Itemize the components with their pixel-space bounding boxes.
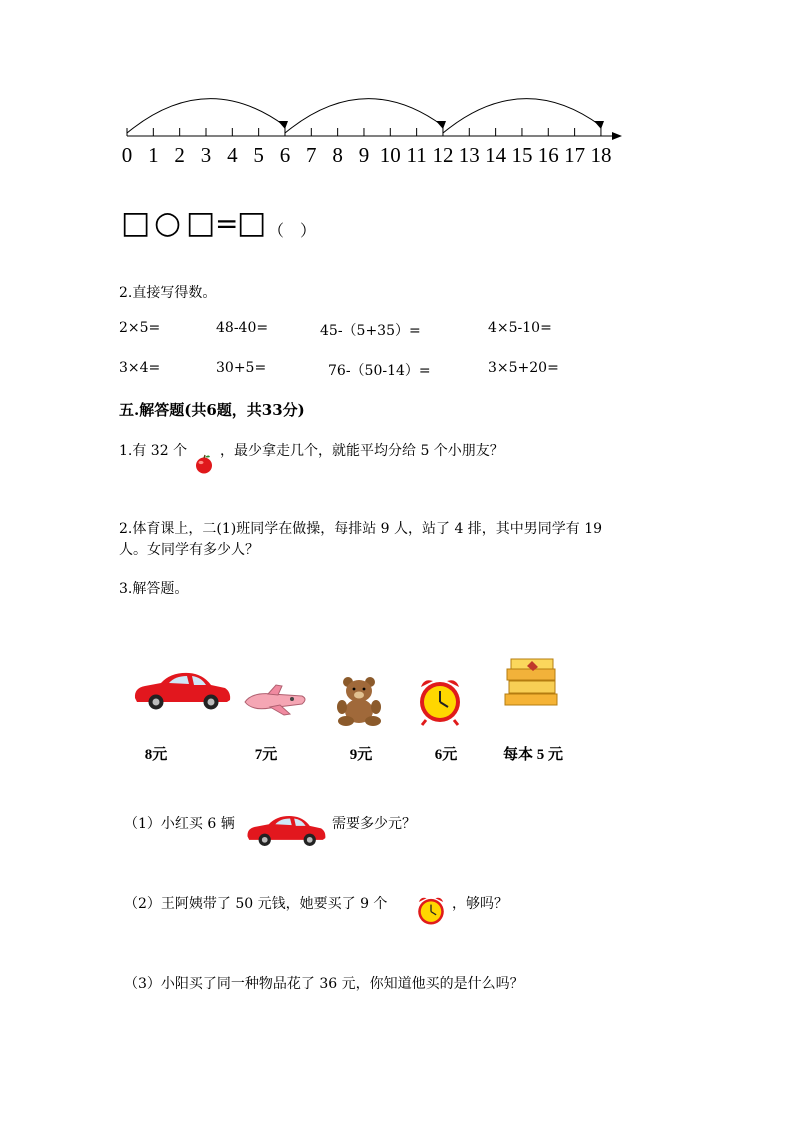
apple-icon — [193, 453, 215, 475]
jump-arrowhead-1 — [278, 121, 288, 129]
jump-arc-2 — [285, 99, 443, 133]
blank-box-3: □ — [237, 205, 267, 241]
books-icon — [502, 657, 560, 709]
tick-label-6: 6 — [279, 143, 291, 167]
sub1-text-b: 需要多少元？ — [332, 816, 416, 832]
answer-parentheses: （ ） — [268, 221, 317, 240]
tick-label-17: 17 — [564, 143, 586, 167]
q2-line-1: 2.体育课上，二(1)班同学在做操，每排站 9 人，站了 4 排，其中男同学有 19 — [119, 521, 603, 537]
tick-label-12: 12 — [432, 143, 454, 167]
sub2-text-b: ，够吗？ — [452, 896, 508, 912]
tick-label-9: 9 — [358, 143, 370, 167]
price-label-teddy-bear: 9元 — [349, 747, 373, 763]
jump-arrowhead-2 — [436, 121, 446, 129]
blank-box-2: □ — [186, 205, 216, 241]
calc-4: 4×5-10= — [488, 320, 552, 336]
calc-7: 76-（50-14）= — [328, 363, 431, 379]
tick-label-14: 14 — [485, 143, 507, 167]
price-label-toy-car: 8元 — [144, 747, 168, 763]
tick-label-10: 10 — [379, 143, 401, 167]
calc-3: 45-（5+35）= — [320, 323, 421, 339]
price-label-alarm-clock: 6元 — [434, 747, 458, 763]
teddy-bear-icon — [331, 675, 389, 727]
calc-8: 3×5+20= — [488, 360, 559, 376]
number-line-ticks — [127, 128, 601, 136]
price-label-books: 每本 5 元 — [502, 747, 564, 763]
jump-arrowhead-3 — [594, 121, 604, 129]
tick-label-13: 13 — [458, 143, 480, 167]
tick-label-8: 8 — [332, 143, 343, 167]
q3-title: 3.解答题。 — [119, 581, 189, 597]
q1-text-a: 1.有 32 个 — [119, 443, 188, 459]
tick-label-2: 2 — [174, 143, 185, 167]
blank-box-1: □ — [121, 205, 151, 241]
tick-label-4: 4 — [227, 143, 238, 167]
q2-line-2: 人。女同学有多少人？ — [119, 542, 259, 558]
calc-6: 30+5= — [216, 360, 267, 376]
calc-2: 48-40= — [216, 320, 269, 336]
tick-label-0: 0 — [121, 143, 133, 167]
tick-label-16: 16 — [537, 143, 559, 167]
tick-label-18: 18 — [590, 143, 612, 167]
section5-title: 五.解答题(共6题，共33分) — [119, 401, 305, 419]
operator-circle: ○ — [154, 205, 182, 241]
toy-car-icon-small — [243, 812, 329, 848]
price-label-toy-airplane: 7元 — [254, 747, 278, 763]
toy-airplane-icon — [242, 684, 310, 718]
tick-label-5: 5 — [253, 143, 264, 167]
axis-arrowhead — [612, 132, 622, 140]
tick-label-11: 11 — [406, 143, 427, 167]
toy-car-icon — [131, 668, 233, 712]
section2-title: 2.直接写得数。 — [119, 285, 217, 301]
sub1-text-a: （1）小红买 6 辆 — [124, 816, 235, 832]
jump-arc-3 — [443, 99, 601, 133]
sub2-text-a: （2）王阿姨带了 50 元钱，她要买了 9 个 — [124, 896, 388, 912]
jump-arc-1 — [127, 99, 285, 133]
calc-5: 3×4= — [119, 360, 161, 376]
equals-sign: = — [215, 207, 239, 240]
alarm-clock-icon-small — [413, 895, 449, 927]
calc-1: 2×5= — [119, 320, 161, 336]
tick-label-1: 1 — [148, 143, 159, 167]
tick-label-3: 3 — [200, 143, 212, 167]
q1-text-b: ，最少拿走几个，就能平均分给 5 个小朋友？ — [220, 443, 504, 459]
sub3-text: （3）小阳买了同一种物品花了 36 元，你知道他买的是什么吗？ — [124, 976, 524, 992]
tick-label-15: 15 — [511, 143, 533, 167]
alarm-clock-icon — [412, 676, 468, 726]
tick-label-7: 7 — [306, 143, 317, 167]
